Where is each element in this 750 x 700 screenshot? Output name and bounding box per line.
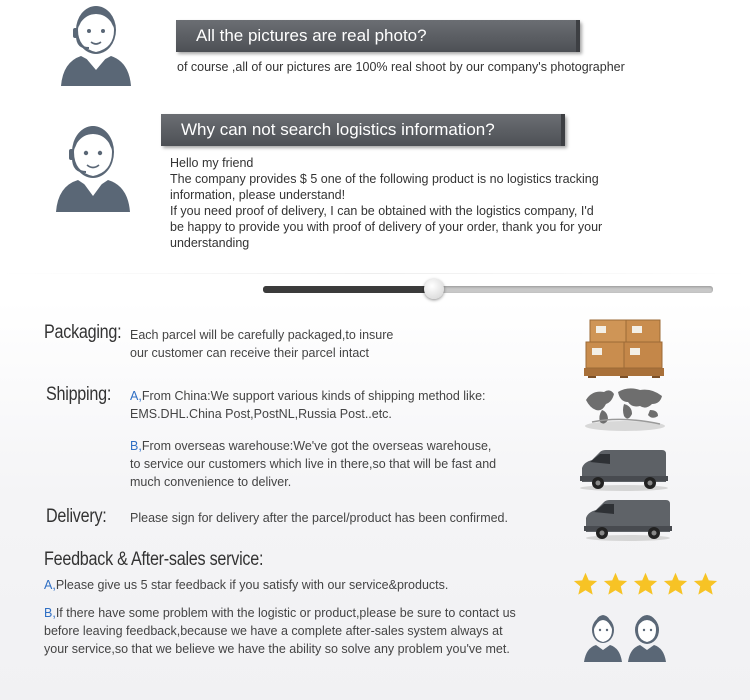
shipping-b-line: to service our customers which live in there,so that will be fast and — [130, 457, 497, 471]
faq-question: Why can not search logistics information? — [181, 120, 495, 139]
delivery-van-icon — [576, 446, 670, 492]
star-icon — [632, 571, 659, 598]
shipping-b-prefix: B, — [130, 439, 142, 453]
shipping-b-text — [130, 439, 491, 453]
support-agent-icon — [55, 0, 137, 88]
shipping-b-line: much convenience to deliver. — [130, 475, 292, 489]
faq-question-bar — [161, 114, 565, 146]
feedback-b-prefix: B, — [44, 606, 56, 620]
shipping-a-line: EMS.DHL.China Post,PostNL,Russia Post..etc. — [130, 407, 392, 421]
image-slider[interactable] — [263, 286, 713, 293]
star-icon — [602, 571, 629, 598]
package-boxes-icon — [582, 318, 666, 378]
feedback-a-text — [44, 578, 448, 592]
feedback-a-line: Please give us 5 star feedback if you satisfy with our service&products. — [55, 578, 449, 592]
feedback-b-text — [44, 606, 516, 620]
faq-answer-line: be happy to provide you with proof of delivery of your order, thank you for your — [170, 220, 603, 234]
star-icon — [692, 571, 719, 598]
faq-answer-line: information, please understand! — [170, 188, 346, 202]
feedback-a-prefix: A, — [44, 578, 56, 592]
slider-fill — [263, 286, 434, 293]
divider — [0, 273, 750, 274]
faq-question-bar — [176, 20, 580, 52]
faq-answer-line: The company provides $ 5 one of the following product is no logistics tracking — [170, 172, 599, 186]
star-icon — [572, 571, 599, 598]
shipping-label: Shipping: — [46, 384, 112, 405]
faq-answer-line: of course ,all of our pictures are 100% real shoot by our company's photographer — [177, 60, 625, 74]
packaging-text: Each parcel will be carefully packaged,to insure — [130, 328, 394, 342]
faq-answer — [177, 59, 625, 75]
shipping-a-line: From China:We support various kinds of shipping method like: — [141, 389, 486, 403]
star-icon — [662, 571, 689, 598]
faq-answer-line: Hello my friend — [170, 156, 254, 170]
shipping-a-prefix: A, — [130, 389, 142, 403]
slider-handle[interactable] — [424, 279, 444, 299]
delivery-label: Delivery: — [46, 506, 107, 527]
customer-service-icon — [582, 612, 668, 664]
feedback-b-line: If there have some problem with the logistic or product,please be sure to contact us — [55, 606, 516, 620]
feedback-b-line: your service,so that we believe we have the ability so solve any problem you've met. — [44, 642, 510, 656]
delivery-van-icon — [582, 496, 672, 542]
faq-answer-line: If you need proof of delivery, I can be obtained with the logistics company, I'd — [170, 204, 594, 218]
delivery-text: Please sign for delivery after the parcel/product has been confirmed. — [130, 511, 508, 525]
support-agent-icon — [52, 118, 134, 214]
feedback-title: Feedback & After-sales service: — [44, 549, 264, 570]
faq-answer — [170, 155, 602, 251]
faq-answer-line: understanding — [170, 236, 250, 250]
star-rating — [572, 571, 722, 603]
feedback-b-line: before leaving feedback,because we have a complete after-sales system always at — [44, 624, 503, 638]
packaging-label: Packaging: — [44, 322, 122, 343]
shipping-a-text — [130, 389, 486, 403]
faq-question: All the pictures are real photo? — [196, 26, 427, 45]
shipping-b-line: From overseas warehouse:We've got the overseas warehouse, — [141, 439, 492, 453]
packaging-text: our customer can receive their parcel intact — [130, 346, 369, 360]
world-map-icon — [582, 382, 668, 434]
